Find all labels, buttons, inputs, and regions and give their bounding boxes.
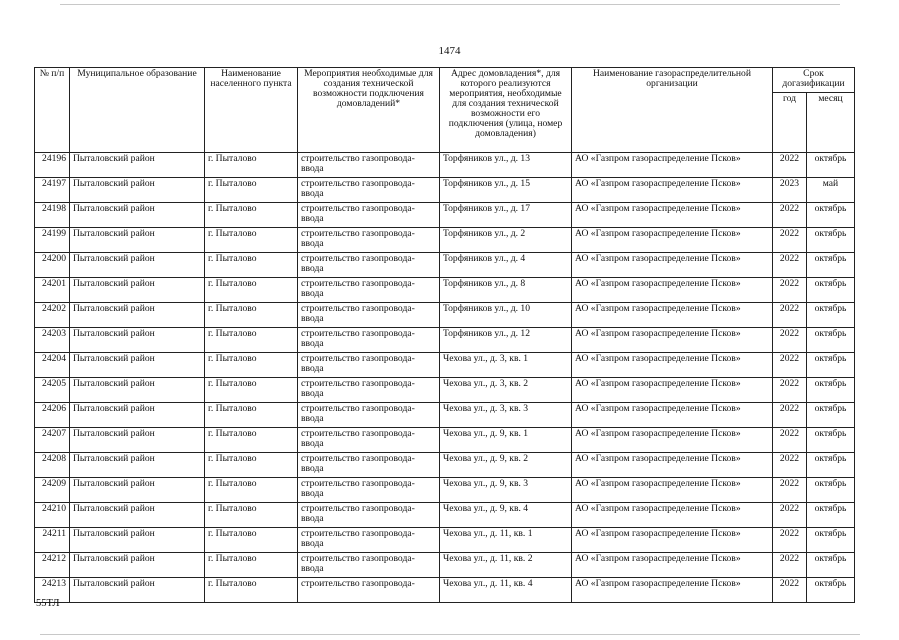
month-cell: октябрь [807,203,855,228]
header-term: Срок догазификации [773,68,855,93]
header-measures: Мероприятия необходимые для создания технической возможности подключения домовладений* [298,68,440,153]
table-row [35,478,855,503]
year-cell: 2022 [773,353,807,378]
month-cell: октябрь [807,553,855,578]
organization-cell: АО «Газпром газораспределение Псков» [572,453,773,478]
year-cell: 2023 [773,178,807,203]
municipality-cell: Пыталовский район [70,203,205,228]
row-number: 24207 [35,428,70,453]
header-municipality: Муниципальное образование [70,68,205,153]
table-row [35,378,855,403]
measure-cell: строительство газопровода-ввода [298,478,440,503]
municipality-cell: Пыталовский район [70,503,205,528]
year-cell: 2022 [773,553,807,578]
settlement-cell: г. Пыталово [205,153,298,178]
year-cell: 2022 [773,278,807,303]
municipality-cell: Пыталовский район [70,578,205,603]
month-cell: октябрь [807,478,855,503]
row-number: 24201 [35,278,70,303]
municipality-cell: Пыталовский район [70,478,205,503]
year-cell: 2022 [773,403,807,428]
settlement-cell: г. Пыталово [205,503,298,528]
table-row [35,253,855,278]
address-cell: Чехова ул., д. 11, кв. 4 [440,578,572,603]
row-number: 24198 [35,203,70,228]
page-number: 1474 [438,45,461,57]
settlement-cell: г. Пыталово [205,378,298,403]
table-row [35,428,855,453]
measure-cell: строительство газопровода-ввода [298,253,440,278]
measure-cell: строительство газопровода-ввода [298,303,440,328]
municipality-cell: Пыталовский район [70,228,205,253]
measure-cell: строительство газопровода-ввода [298,378,440,403]
scan-mark-bottom [40,634,860,635]
municipality-cell: Пыталовский район [70,178,205,203]
table-row [35,178,855,203]
table-row [35,303,855,328]
month-cell: октябрь [807,328,855,353]
row-number: 24204 [35,353,70,378]
settlement-cell: г. Пыталово [205,478,298,503]
organization-cell: АО «Газпром газораспределение Псков» [572,228,773,253]
header-year: год [773,93,807,153]
row-number: 24210 [35,503,70,528]
municipality-cell: Пыталовский район [70,153,205,178]
organization-cell: АО «Газпром газораспределение Псков» [572,478,773,503]
settlement-cell: г. Пыталово [205,353,298,378]
year-cell: 2022 [773,378,807,403]
table-row [35,503,855,528]
municipality-cell: Пыталовский район [70,278,205,303]
settlement-cell: г. Пыталово [205,428,298,453]
settlement-cell: г. Пыталово [205,528,298,553]
settlement-cell: г. Пыталово [205,203,298,228]
organization-cell: АО «Газпром газораспределение Псков» [572,428,773,453]
address-cell: Чехова ул., д. 9, кв. 3 [440,478,572,503]
municipality-cell: Пыталовский район [70,403,205,428]
month-cell: октябрь [807,153,855,178]
measure-cell: строительство газопровода-ввода [298,403,440,428]
organization-cell: АО «Газпром газораспределение Псков» [572,353,773,378]
measure-cell: строительство газопровода-ввода [298,178,440,203]
row-number: 24202 [35,303,70,328]
table-row [35,578,855,603]
address-cell: Торфяников ул., д. 13 [440,153,572,178]
month-cell: октябрь [807,578,855,603]
measure-cell: строительство газопровода-ввода [298,453,440,478]
scan-mark-top [60,4,840,5]
address-cell: Чехова ул., д. 9, кв. 2 [440,453,572,478]
header-organization: Наименование газораспределительной организации [572,68,773,153]
municipality-cell: Пыталовский район [70,528,205,553]
row-number: 24213 [35,578,70,603]
address-cell: Торфяников ул., д. 2 [440,228,572,253]
settlement-cell: г. Пыталово [205,328,298,353]
year-cell: 2022 [773,303,807,328]
row-number: 24206 [35,403,70,428]
year-cell: 2022 [773,578,807,603]
municipality-cell: Пыталовский район [70,253,205,278]
organization-cell: АО «Газпром газораспределение Псков» [572,378,773,403]
row-number: 24211 [35,528,70,553]
row-number: 24203 [35,328,70,353]
organization-cell: АО «Газпром газораспределение Псков» [572,253,773,278]
header-address: Адрес домовладения*, для которого реализуются мероприятия, необходимые для создания технической возможности его подключения (улица, номер домовладения) [440,68,572,153]
month-cell: октябрь [807,353,855,378]
measure-cell: строительство газопровода-ввода [298,278,440,303]
table-row [35,203,855,228]
month-cell: октябрь [807,303,855,328]
organization-cell: АО «Газпром газораспределение Псков» [572,303,773,328]
table-body [35,153,855,603]
address-cell: Чехова ул., д. 11, кв. 1 [440,528,572,553]
organization-cell: АО «Газпром газораспределение Псков» [572,528,773,553]
month-cell: октябрь [807,403,855,428]
address-cell: Чехова ул., д. 11, кв. 2 [440,553,572,578]
municipality-cell: Пыталовский район [70,553,205,578]
settlement-cell: г. Пыталово [205,278,298,303]
row-number: 24197 [35,178,70,203]
organization-cell: АО «Газпром газораспределение Псков» [572,278,773,303]
address-cell: Торфяников ул., д. 10 [440,303,572,328]
address-cell: Торфяников ул., д. 15 [440,178,572,203]
month-cell: октябрь [807,228,855,253]
municipality-cell: Пыталовский район [70,378,205,403]
municipality-cell: Пыталовский район [70,453,205,478]
settlement-cell: г. Пыталово [205,253,298,278]
settlement-cell: г. Пыталово [205,578,298,603]
settlement-cell: г. Пыталово [205,553,298,578]
year-cell: 2022 [773,478,807,503]
year-cell: 2022 [773,453,807,478]
month-cell: октябрь [807,278,855,303]
row-number: 24208 [35,453,70,478]
year-cell: 2022 [773,503,807,528]
table-row [35,328,855,353]
address-cell: Чехова ул., д. 9, кв. 4 [440,503,572,528]
table-row [35,153,855,178]
settlement-cell: г. Пыталово [205,453,298,478]
organization-cell: АО «Газпром газораспределение Псков» [572,153,773,178]
year-cell: 2022 [773,528,807,553]
table-row [35,353,855,378]
measure-cell: строительство газопровода-ввода [298,153,440,178]
measure-cell: строительство газопровода- [298,578,440,603]
address-cell: Торфяников ул., д. 17 [440,203,572,228]
gasification-table [34,67,855,603]
row-number: 24209 [35,478,70,503]
organization-cell: АО «Газпром газораспределение Псков» [572,503,773,528]
measure-cell: строительство газопровода-ввода [298,353,440,378]
organization-cell: АО «Газпром газораспределение Псков» [572,203,773,228]
year-cell: 2022 [773,253,807,278]
month-cell: октябрь [807,253,855,278]
year-cell: 2022 [773,228,807,253]
row-number: 24199 [35,228,70,253]
organization-cell: АО «Газпром газораспределение Псков» [572,403,773,428]
organization-cell: АО «Газпром газораспределение Псков» [572,328,773,353]
municipality-cell: Пыталовский район [70,303,205,328]
year-cell: 2022 [773,203,807,228]
measure-cell: строительство газопровода-ввода [298,328,440,353]
month-cell: октябрь [807,453,855,478]
address-cell: Чехова ул., д. 9, кв. 1 [440,428,572,453]
settlement-cell: г. Пыталово [205,303,298,328]
year-cell: 2022 [773,328,807,353]
table-row [35,403,855,428]
month-cell: октябрь [807,528,855,553]
address-cell: Торфяников ул., д. 8 [440,278,572,303]
table-row [35,228,855,253]
measure-cell: строительство газопровода-ввода [298,528,440,553]
settlement-cell: г. Пыталово [205,403,298,428]
table-row [35,528,855,553]
address-cell: Чехова ул., д. 3, кв. 1 [440,353,572,378]
organization-cell: АО «Газпром газораспределение Псков» [572,578,773,603]
month-cell: октябрь [807,378,855,403]
year-cell: 2022 [773,153,807,178]
header-month: месяц [807,93,855,153]
row-number: 24196 [35,153,70,178]
municipality-cell: Пыталовский район [70,353,205,378]
measure-cell: строительство газопровода-ввода [298,503,440,528]
table-row [35,553,855,578]
row-number: 24205 [35,378,70,403]
municipality-cell: Пыталовский район [70,428,205,453]
address-cell: Торфяников ул., д. 12 [440,328,572,353]
organization-cell: АО «Газпром газораспределение Псков» [572,178,773,203]
year-cell: 2022 [773,428,807,453]
settlement-cell: г. Пыталово [205,178,298,203]
month-cell: октябрь [807,428,855,453]
row-number: 24200 [35,253,70,278]
table-row [35,278,855,303]
footer-code: 55ТЛ [36,598,60,609]
settlement-cell: г. Пыталово [205,228,298,253]
month-cell: октябрь [807,503,855,528]
measure-cell: строительство газопровода-ввода [298,428,440,453]
table-header-row [35,68,855,93]
header-num: № п/п [35,68,70,153]
measure-cell: строительство газопровода-ввода [298,203,440,228]
address-cell: Торфяников ул., д. 4 [440,253,572,278]
organization-cell: АО «Газпром газораспределение Псков» [572,553,773,578]
row-number: 24212 [35,553,70,578]
header-settlement: Наименование населенного пункта [205,68,298,153]
measure-cell: строительство газопровода-ввода [298,228,440,253]
address-cell: Чехова ул., д. 3, кв. 2 [440,378,572,403]
municipality-cell: Пыталовский район [70,328,205,353]
table-row [35,453,855,478]
address-cell: Чехова ул., д. 3, кв. 3 [440,403,572,428]
month-cell: май [807,178,855,203]
measure-cell: строительство газопровода-ввода [298,553,440,578]
